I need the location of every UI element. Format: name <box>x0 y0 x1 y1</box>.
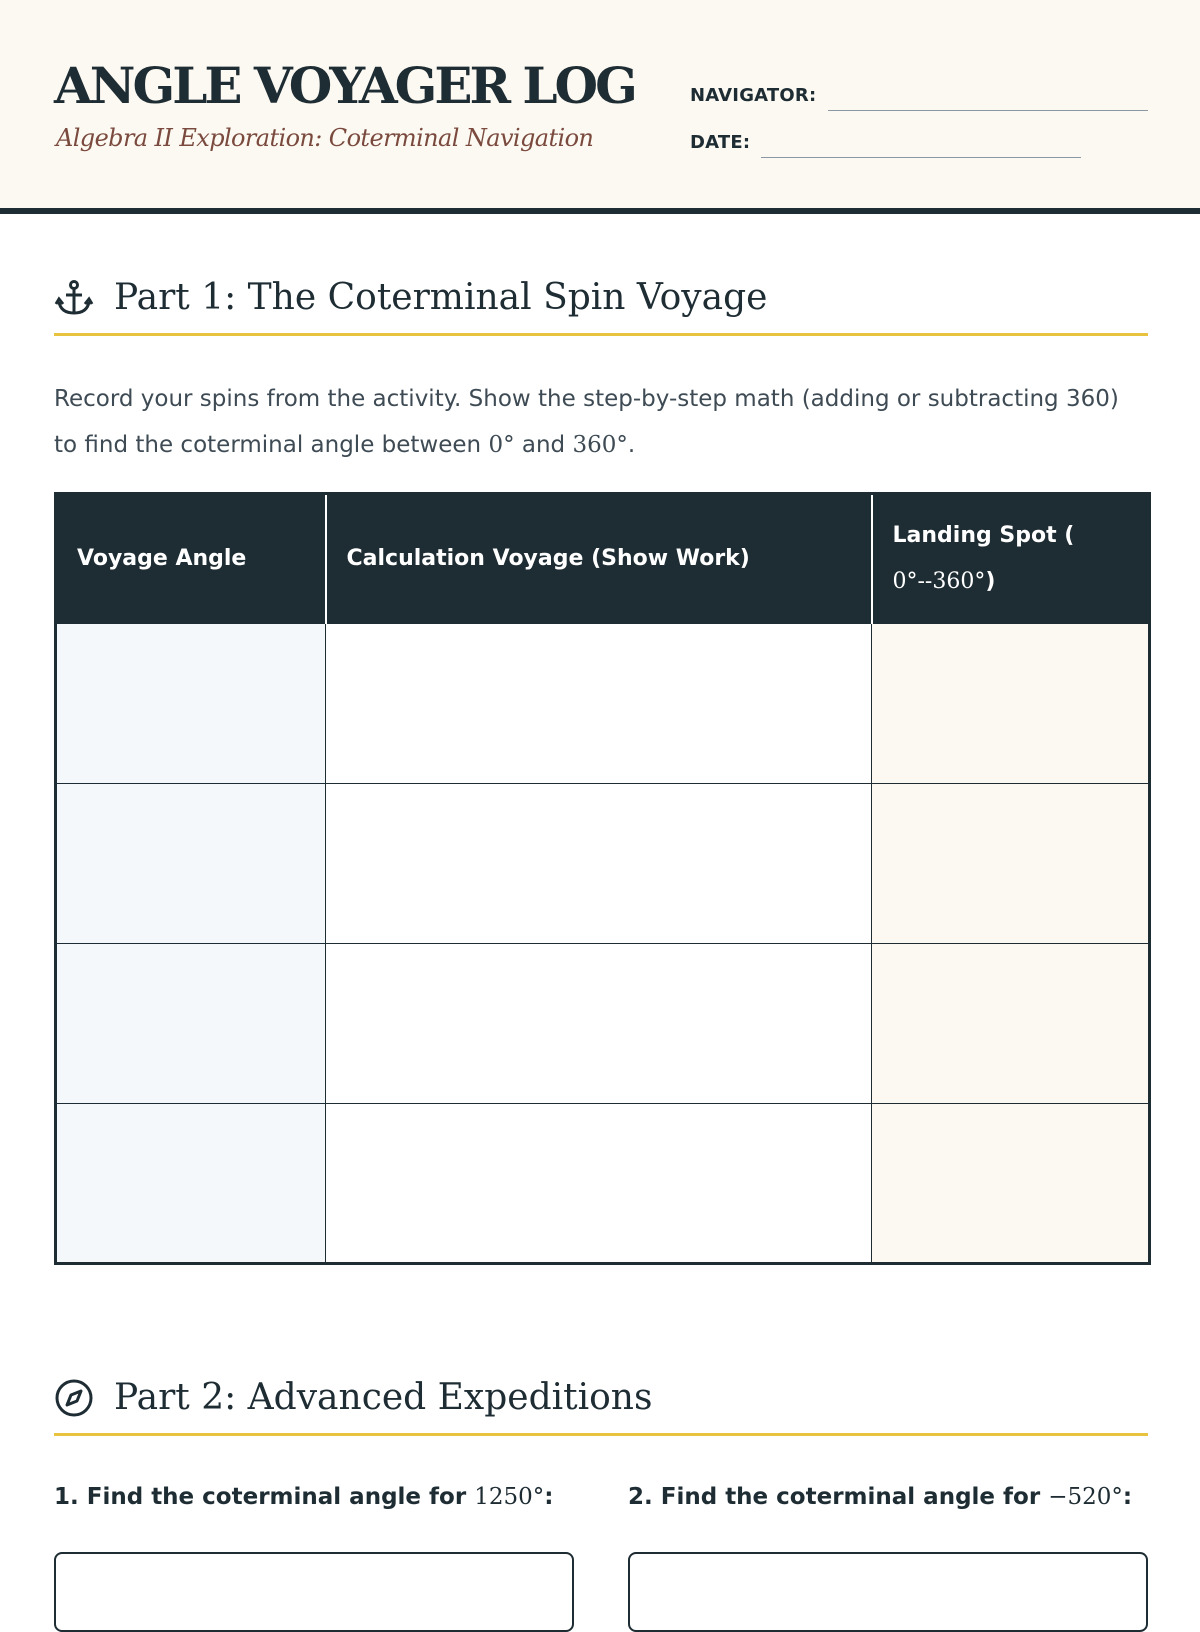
part1-heading <box>54 278 1148 336</box>
table-row <box>56 624 1150 784</box>
table-row <box>56 784 1150 944</box>
worksheet-subtitle: Algebra II Exploration: Coterminal Navigation <box>56 124 594 152</box>
table-row <box>56 1104 1150 1264</box>
calculation-cell[interactable] <box>326 944 872 1104</box>
calculation-cell[interactable] <box>326 1104 872 1264</box>
voyage-angle-cell[interactable] <box>56 944 326 1104</box>
date-field[interactable] <box>761 157 1081 158</box>
calculation-cell[interactable] <box>326 624 872 784</box>
answer-box-1[interactable] <box>54 1552 574 1632</box>
navigator-label: NAVIGATOR: <box>690 85 817 106</box>
worksheet-header <box>0 0 1200 214</box>
compass-icon <box>54 1378 94 1418</box>
table-row <box>56 944 1150 1104</box>
worksheet-title: ANGLE VOYAGER LOG <box>54 56 635 115</box>
answer-box-2[interactable] <box>628 1552 1148 1632</box>
landing-spot-cell[interactable] <box>872 784 1150 944</box>
column-header-calculation: Calculation Voyage (Show Work) <box>326 494 872 624</box>
landing-spot-cell[interactable] <box>872 624 1150 784</box>
navigator-field[interactable] <box>828 110 1148 111</box>
part2-title: Part 2: Advanced Expeditions <box>114 1377 653 1418</box>
part2-heading <box>54 1378 1148 1436</box>
date-label: DATE: <box>690 132 751 153</box>
voyage-angle-cell[interactable] <box>56 624 326 784</box>
column-header-landing-spot: Landing Spot ( 0°--360°) <box>872 494 1150 624</box>
part1-title: Part 1: The Coterminal Spin Voyage <box>114 277 768 318</box>
question-1: 1. Find the coterminal angle for 1250°: <box>54 1484 554 1510</box>
landing-spot-cell[interactable] <box>872 1104 1150 1264</box>
anchor-icon <box>54 278 94 318</box>
voyage-angle-cell[interactable] <box>56 784 326 944</box>
calculation-cell[interactable] <box>326 784 872 944</box>
landing-spot-cell[interactable] <box>872 944 1150 1104</box>
part1-instructions: Record your spins from the activity. Show the step-by-step math (adding or subtracting 360) to find the coterminal angle between 0° and 360°. <box>54 386 1119 458</box>
question-2: 2. Find the coterminal angle for −520°: <box>628 1484 1133 1510</box>
column-header-voyage-angle: Voyage Angle <box>56 494 326 624</box>
table-header-row <box>56 494 1150 624</box>
voyage-angle-cell[interactable] <box>56 1104 326 1264</box>
voyage-log-table <box>54 492 1151 1265</box>
